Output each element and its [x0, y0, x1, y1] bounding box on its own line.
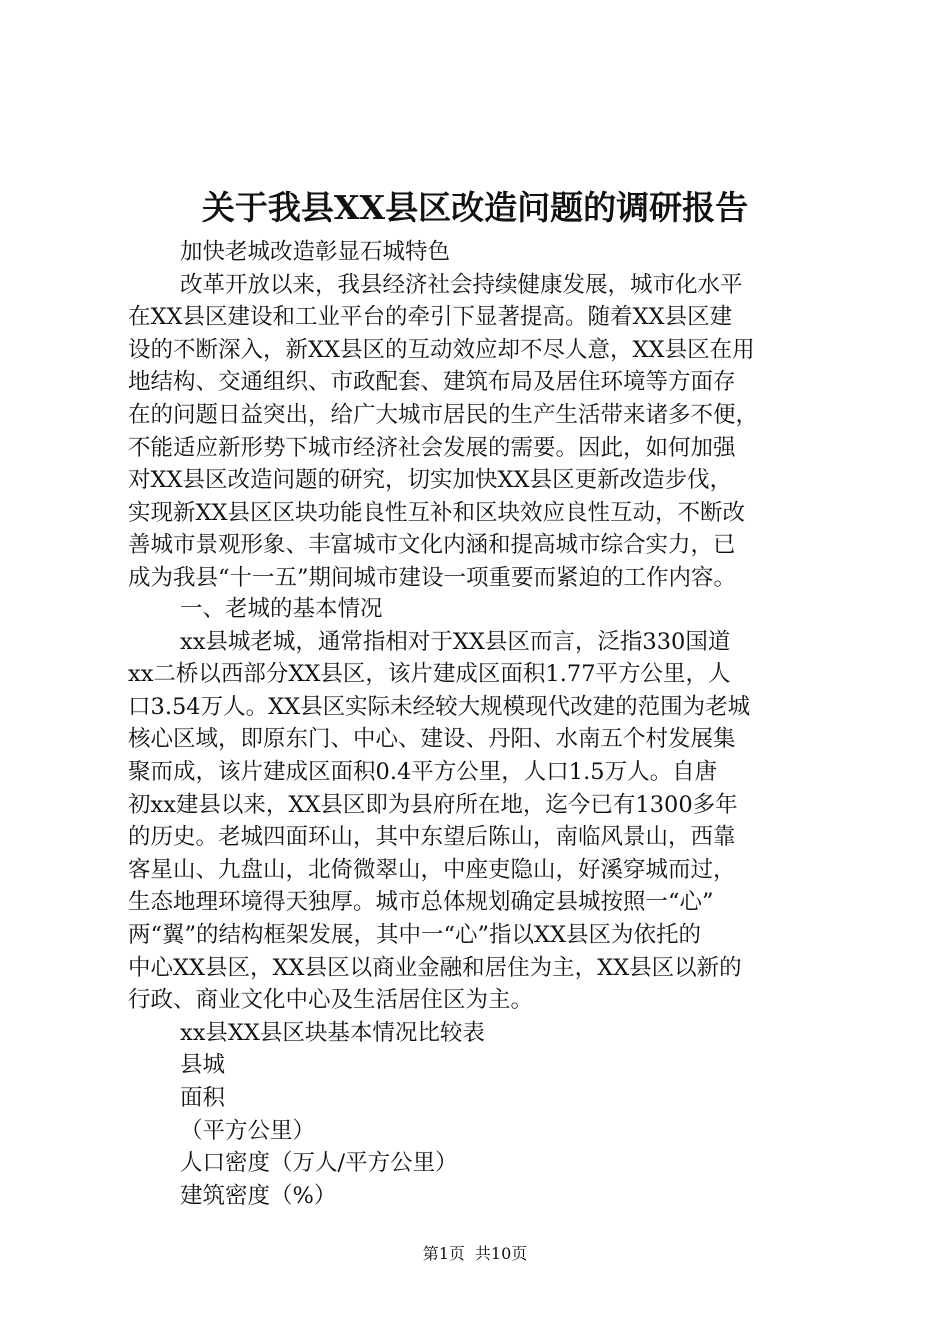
paragraph-line: 核心区域，即原东门、中心、建设、丹阳、水南五个村发展集 — [128, 726, 736, 753]
intro-section — [128, 236, 840, 595]
paragraph-line: 初xx建县以来，XX县区即为县府所在地，迄今已有1300多年 — [128, 791, 738, 818]
paragraph-line: 中心XX县区，XX县区以商业金融和居住为主，XX县区以新的 — [128, 954, 742, 981]
section-basic-situation — [128, 593, 840, 1212]
paragraph-line: 地结构、交通组织、市政配套、建筑布局及居住环境等方面存 — [128, 369, 736, 396]
paragraph-line: 成为我县“十一五”期间城市建设一项重要而紧迫的工作内容。 — [128, 564, 737, 591]
table-header-cell: 面积 — [180, 1084, 226, 1111]
paragraph-line: 在XX县区建设和工业平台的牵引下显著提高。随着XX县区建 — [128, 304, 733, 331]
paragraph-line: 聚而成，该片建成区面积0.4平方公里，人口1.5万人。自唐 — [128, 758, 718, 785]
table-header-cell: 县城 — [180, 1052, 226, 1079]
section-heading: 一、老城的基本情况 — [180, 596, 383, 622]
paragraph-line: 改革开放以来，我县经济社会持续健康发展，城市化水平 — [180, 271, 743, 298]
table-header-cell: （平方公里） — [180, 1117, 316, 1144]
paragraph-line: 设的不断深入，新XX县区的互动效应却不尽人意，XX县区在用 — [128, 336, 755, 363]
document-subtitle: 加快老城改造彰显石城特色 — [180, 239, 451, 265]
paragraph-line: 两“翼”的结构框架发展，其中一“心”指以XX县区为依托的 — [128, 921, 702, 948]
paragraph-line: 的历史。老城四面环山，其中东望后陈山，南临风景山，西靠 — [128, 824, 736, 851]
paragraph-line: 行政、商业文化中心及生活居住区为主。 — [128, 987, 534, 1014]
paragraph-line: 不能适应新形势下城市经济社会发展的需要。因此，如何加强 — [128, 434, 736, 461]
table-header-cell: 建筑密度（%） — [180, 1182, 337, 1209]
paragraph-line: 善城市景观形象、丰富城市文化内涵和提高城市综合实力，已 — [128, 532, 736, 559]
document-title: 关于我县XX县区改造问题的调研报告 — [201, 188, 749, 227]
paragraph-line: 在的问题日益突出，给广大城市居民的生产生活带来诸多不便， — [128, 401, 759, 428]
paragraph-line: 客星山、九盘山，北倚微翠山，中座吏隐山，好溪穿城而过， — [128, 856, 736, 883]
paragraph-line: xx二桥以西部分XX县区，该片建成区面积1.77平方公里，人 — [128, 661, 731, 688]
page-number: 第1页 — [422, 1244, 465, 1263]
paragraph-line: 口3.54万人。XX县区实际未经较大规模现代改建的范围为老城 — [128, 693, 751, 720]
page-total: 共10页 — [474, 1244, 528, 1263]
paragraph-line: 对XX县区改造问题的研究，切实加快XX县区更新改造步伐， — [128, 467, 733, 494]
paragraph-line: xx县城老城，通常指相对于XX县区而言，泛指330国道 — [180, 628, 731, 655]
paragraph-line: 实现新XX县区区块功能良性互补和区块效应良性互动，不断改 — [128, 499, 746, 526]
table-caption: xx县XX县区块基本情况比较表 — [180, 1019, 485, 1046]
paragraph-line: 生态地理环境得天独厚。城市总体规划确定县城按照一“心” — [128, 889, 714, 916]
table-header-cell: 人口密度（万人/平方公里） — [180, 1150, 458, 1177]
page-footer — [0, 1243, 950, 1265]
